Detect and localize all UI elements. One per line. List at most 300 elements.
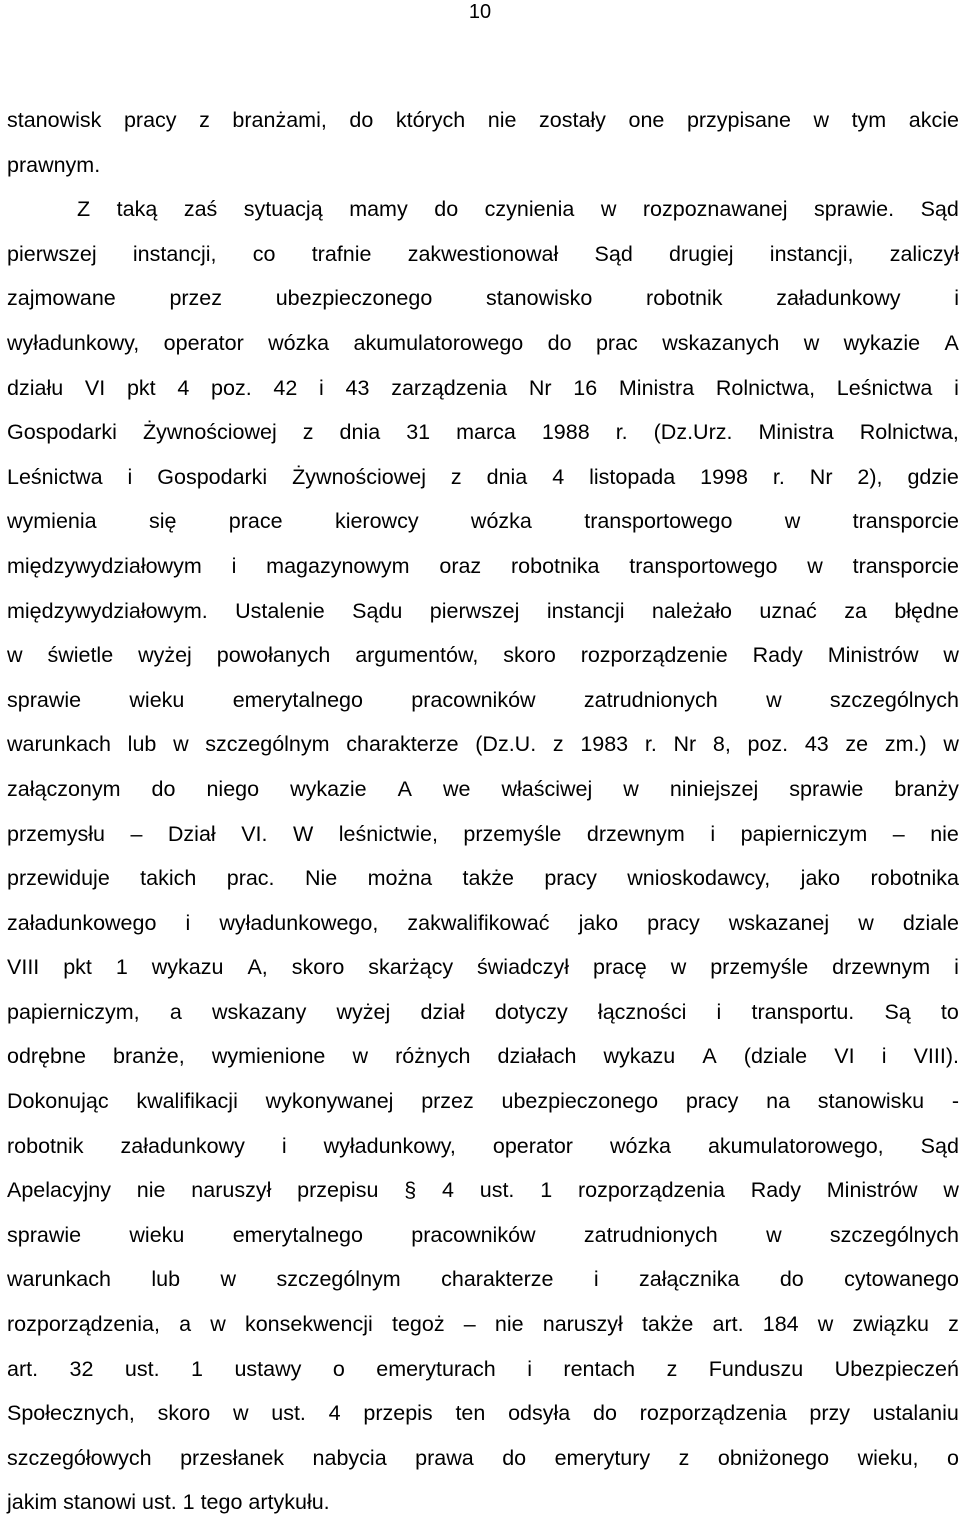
word: nie — [494, 1312, 524, 1337]
word: w — [803, 330, 820, 355]
word: Gospodarki — [7, 420, 117, 445]
word: prawa — [415, 1445, 474, 1470]
word: 4 — [441, 1178, 454, 1203]
word: – — [130, 821, 143, 846]
text-line — [7, 722, 959, 767]
word: zajmowane — [7, 286, 116, 311]
page-number: 10 — [468, 1, 492, 23]
word: wskazany — [211, 999, 307, 1024]
word: załadunkowy — [120, 1133, 245, 1158]
word: Ministra — [758, 420, 834, 445]
word: i — [231, 553, 237, 578]
word: zakwestionował — [407, 241, 559, 266]
word: skoro — [157, 1401, 211, 1426]
word: się — [148, 509, 177, 534]
word: Sąd — [594, 241, 633, 266]
word: i — [127, 464, 133, 489]
word: wykazie — [290, 776, 367, 801]
word: skoro — [291, 955, 345, 980]
word: 4 — [177, 375, 190, 400]
word: emerytalnego — [232, 1222, 363, 1247]
word: przewiduje — [7, 866, 110, 891]
word: wskazanej — [728, 910, 830, 935]
word: załadunkowy — [776, 286, 901, 311]
word: w — [807, 553, 823, 578]
word: Leśnictwa — [7, 464, 103, 489]
word: i — [954, 286, 959, 311]
word: w — [352, 1044, 369, 1069]
word: różnych — [395, 1044, 471, 1069]
word: pracy — [685, 1089, 739, 1114]
word: 1 — [115, 955, 128, 980]
word: należało — [651, 598, 733, 623]
word: przepis — [363, 1401, 433, 1426]
word: w — [220, 1267, 237, 1292]
word: rentach — [563, 1356, 636, 1381]
text-line: prawnym. — [7, 152, 101, 177]
word: 31 — [406, 420, 431, 445]
word: pkt — [126, 375, 156, 400]
word: wózka — [268, 330, 330, 355]
word: leśnictwie, — [338, 821, 438, 846]
word: skoro — [503, 643, 556, 668]
word: transportowego — [629, 553, 778, 578]
word: ustawy — [234, 1356, 302, 1381]
word: rozpoznawanej — [642, 197, 788, 222]
word: i — [716, 999, 722, 1024]
word: zatrudnionych — [583, 687, 718, 712]
text-line — [7, 1347, 959, 1392]
word: Społecznych, — [7, 1401, 135, 1426]
text-line — [7, 410, 959, 455]
text-line — [7, 455, 959, 500]
word: jako — [800, 866, 841, 891]
word: nie — [930, 821, 959, 846]
text-line — [7, 232, 959, 277]
word: 1998 — [700, 464, 748, 489]
word: załadunkowego — [7, 910, 157, 935]
word: zarządzenia — [391, 375, 508, 400]
word: zostały — [539, 108, 606, 132]
word: i — [185, 910, 191, 935]
word: (Dz.Urz. — [653, 420, 733, 445]
text-line — [7, 1034, 959, 1079]
word: pracy — [544, 866, 597, 891]
text-line — [7, 633, 959, 678]
word: przez — [421, 1089, 474, 1114]
word: wyżej — [336, 999, 391, 1024]
text-line — [7, 321, 959, 366]
word: branżami, — [232, 108, 327, 132]
word: pierwszej — [7, 241, 97, 266]
word: pracy — [647, 910, 700, 935]
word: przemyśle — [463, 821, 562, 846]
word: powołanych — [216, 643, 331, 668]
word: lub — [151, 1267, 181, 1292]
word: wieku — [129, 687, 185, 712]
word: uznać — [759, 598, 817, 623]
text-line — [7, 1436, 959, 1481]
word: stanowisko — [486, 286, 593, 311]
word: to — [940, 999, 959, 1024]
word: – — [892, 821, 905, 846]
word: można — [367, 866, 433, 891]
word: sprawie — [7, 687, 82, 712]
word: Ustalenie — [235, 598, 325, 623]
word: zm.) — [884, 732, 927, 757]
word: 1988 — [541, 420, 590, 445]
word: sprawie — [789, 776, 864, 801]
word: one — [628, 108, 665, 132]
word: działach — [497, 1044, 577, 1069]
word: błędne — [894, 598, 959, 623]
word: r. — [772, 464, 785, 489]
word: A — [397, 776, 412, 801]
word: Nr — [809, 464, 833, 489]
text-line — [7, 276, 959, 321]
word: wymienia — [7, 509, 97, 534]
word: o — [332, 1356, 345, 1381]
word: kierowcy — [334, 509, 419, 534]
word: nie — [136, 1178, 166, 1203]
word: rozporządzenia — [577, 1178, 725, 1203]
word: 43 — [804, 732, 829, 757]
word: robotnik — [646, 286, 723, 311]
word: nabycia — [312, 1445, 387, 1470]
word: prac. — [226, 866, 275, 891]
word: i — [954, 955, 959, 980]
word: o — [947, 1445, 959, 1470]
word: rozporządzenia, — [7, 1312, 160, 1337]
word: w — [766, 687, 782, 712]
word: poz. — [747, 732, 789, 757]
word: Leśnictwa — [836, 375, 933, 400]
word: związku — [852, 1312, 929, 1337]
word: - — [951, 1089, 959, 1114]
word: międzywydziałowym. — [7, 598, 208, 623]
word: z — [948, 1312, 959, 1337]
word: robotnika — [870, 866, 959, 891]
word: Dział — [167, 821, 216, 846]
word: § — [404, 1178, 417, 1203]
word: gdzie — [907, 464, 959, 489]
word: zatrudnionych — [583, 1222, 718, 1247]
word: VI — [84, 375, 106, 400]
word: jako — [578, 910, 619, 935]
word: drzewnym — [586, 821, 685, 846]
word: A — [944, 330, 959, 355]
word: instancji, — [132, 241, 217, 266]
word: VIII — [7, 955, 40, 980]
text-line — [7, 544, 959, 589]
word: Sąd — [920, 197, 959, 222]
word: w — [817, 1312, 834, 1337]
word: niego — [206, 776, 260, 801]
word: dotyczy — [494, 999, 568, 1024]
word: lub — [127, 732, 157, 757]
word: 1 — [191, 1356, 203, 1381]
word: wyładunkowy, — [323, 1133, 456, 1158]
word: w — [943, 732, 959, 757]
word: akumulatorowego, — [707, 1133, 884, 1158]
word: charakterze — [441, 1267, 554, 1292]
word: co — [252, 241, 276, 266]
word: wykazu — [603, 1044, 676, 1069]
word: załączonym — [7, 776, 121, 801]
word: tym — [851, 108, 887, 132]
word: transporcie — [852, 509, 959, 534]
text-line — [7, 499, 959, 544]
word: operator — [163, 330, 244, 355]
word: papierniczym, — [7, 999, 140, 1024]
word: zakwalifikować — [407, 910, 550, 935]
word: 1 — [540, 1178, 553, 1203]
word: także — [462, 866, 514, 891]
word: warunkach — [7, 1267, 111, 1292]
word: przemyśle — [710, 955, 809, 980]
word: do — [151, 776, 176, 801]
word: szczególnych — [829, 1222, 959, 1247]
word: wykonywanej — [265, 1089, 394, 1114]
word: stanowisk — [7, 108, 102, 132]
word: za — [844, 598, 867, 623]
word: wózka — [470, 509, 532, 534]
word: do — [779, 1267, 804, 1292]
word: których — [395, 108, 466, 132]
word: r. — [615, 420, 628, 445]
word: charakterze — [346, 732, 459, 757]
word: do — [349, 108, 374, 132]
word: Sądu — [352, 598, 403, 623]
word: sprawie — [7, 1222, 82, 1247]
text-line — [7, 767, 959, 812]
word: warunkach — [7, 732, 111, 757]
word: ust. — [271, 1401, 306, 1426]
word: emeryturach — [376, 1356, 496, 1381]
document-body — [7, 98, 959, 1525]
word: z — [450, 464, 462, 489]
word: naruszył — [542, 1312, 623, 1337]
word: Z — [77, 197, 91, 222]
word: marca — [456, 420, 516, 445]
word: skarżący — [368, 955, 454, 980]
word: A — [702, 1044, 717, 1069]
word: W — [292, 821, 314, 846]
word: Nr — [673, 732, 697, 757]
word: w — [766, 1222, 782, 1247]
word: do — [502, 1445, 527, 1470]
word: pracowników — [411, 687, 536, 712]
word: Nr — [528, 375, 552, 400]
word: instancji, — [769, 241, 854, 266]
word: przepisu — [297, 1178, 379, 1203]
word: i — [319, 375, 324, 400]
word: pracowników — [411, 1222, 536, 1247]
word: w — [943, 643, 959, 668]
word: wyładunkowy, — [7, 330, 140, 355]
word: Są — [884, 999, 911, 1024]
text-line — [7, 1391, 959, 1436]
word: dnia — [486, 464, 528, 489]
word: i — [954, 375, 959, 400]
word: w — [232, 1401, 249, 1426]
word: naruszył — [191, 1178, 272, 1203]
text-line — [7, 901, 959, 946]
word: rozporządzenia — [639, 1401, 787, 1426]
word: 2), — [857, 464, 883, 489]
word: wskazanych — [662, 330, 780, 355]
word: taką — [116, 197, 158, 222]
word: Sąd — [920, 1133, 959, 1158]
word: tegoż — [391, 1312, 445, 1337]
word: wyładunkowego, — [219, 910, 379, 935]
text-line — [7, 856, 959, 901]
text-line — [7, 1079, 959, 1124]
word: Ubezpieczeń — [834, 1356, 959, 1381]
word: zaliczył — [889, 241, 959, 266]
text-line — [7, 187, 959, 232]
word: ubezpieczonego — [275, 286, 433, 311]
word: papierniczym — [740, 821, 868, 846]
word: w — [7, 643, 23, 668]
word: ubezpieczonego — [501, 1089, 659, 1114]
word: magazynowym — [266, 553, 410, 578]
word: w — [210, 1312, 226, 1337]
word: mamy — [349, 197, 408, 222]
word: na — [766, 1089, 791, 1114]
word: listopada — [589, 464, 676, 489]
word: Ministrów — [826, 1178, 918, 1203]
word: branże, — [113, 1044, 185, 1069]
text-line — [7, 812, 959, 857]
word: z — [199, 108, 210, 132]
word: transportowego — [584, 509, 733, 534]
text-line — [7, 589, 959, 634]
word: międzywydziałowym — [7, 553, 202, 578]
word: pkt — [63, 955, 92, 980]
word: do — [434, 197, 459, 222]
word: odrębne — [7, 1044, 86, 1069]
word: VI — [834, 1044, 855, 1069]
word: świadczył — [477, 955, 570, 980]
word: załącznika — [639, 1267, 740, 1292]
word: VIII). — [913, 1044, 959, 1069]
word: łączności — [597, 999, 687, 1024]
word: art. — [7, 1356, 39, 1381]
word: zaś — [183, 197, 218, 222]
word: w — [943, 1178, 959, 1203]
word: szczegółowych — [7, 1445, 152, 1470]
word: przez — [169, 286, 223, 311]
word: instancji — [546, 598, 625, 623]
word: dziale — [902, 910, 959, 935]
word: sytuacją — [243, 197, 323, 222]
word: wieku, — [857, 1445, 919, 1470]
word: operator — [492, 1133, 573, 1158]
word: pierwszej — [429, 598, 520, 623]
word: wymienione — [211, 1044, 326, 1069]
word: wykazu — [151, 955, 224, 980]
word: Rolnictwa, — [859, 420, 959, 445]
word: Ministra — [618, 375, 695, 400]
word: z — [552, 732, 564, 757]
word: także — [641, 1312, 694, 1337]
word: we — [442, 776, 471, 801]
word: dział — [420, 999, 465, 1024]
text-line — [7, 1168, 959, 1213]
word: rozporządzenie — [580, 643, 728, 668]
word: akcie — [908, 108, 959, 132]
word: transportu. — [751, 999, 855, 1024]
word: niniejszej — [669, 776, 759, 801]
word: konsekwencji — [244, 1312, 373, 1337]
word: wyżej — [138, 643, 192, 668]
word: obniżonego — [717, 1445, 830, 1470]
word: Ministrów — [827, 643, 919, 668]
word: z — [678, 1445, 690, 1470]
word: szczególnych — [829, 687, 959, 712]
text-line — [7, 678, 959, 723]
word: do — [592, 1401, 617, 1426]
word: Nie — [304, 866, 338, 891]
word: wieku — [129, 1222, 185, 1247]
word: Apelacyjny — [7, 1178, 111, 1203]
word: (dziale — [743, 1044, 808, 1069]
word: wykazie — [843, 330, 921, 355]
word: robotnika — [511, 553, 600, 578]
text-line — [7, 990, 959, 1035]
word: trafnie — [311, 241, 372, 266]
word: w — [784, 509, 801, 534]
word: i — [281, 1133, 287, 1158]
word: 16 — [573, 375, 598, 400]
word: Rady — [752, 643, 803, 668]
word: świetle — [47, 643, 114, 668]
word: sprawie. — [814, 197, 895, 222]
word: drzewnym — [832, 955, 931, 980]
word: 4 — [552, 464, 565, 489]
word: (Dz.U. — [475, 732, 537, 757]
word: przypisane — [686, 108, 791, 132]
word: działu — [7, 375, 64, 400]
word: 4 — [328, 1401, 341, 1426]
word: z — [302, 420, 314, 445]
word: transporcie — [852, 553, 959, 578]
word: – — [463, 1312, 476, 1337]
word: z — [666, 1356, 678, 1381]
word: nie — [487, 108, 517, 132]
word: Rady — [750, 1178, 801, 1203]
word: ustalaniu — [872, 1401, 959, 1426]
word: Rolnictwa, — [715, 375, 816, 400]
word: 8, — [712, 732, 731, 757]
text-line: jakim stanowi ust. 1 tego artykułu. — [7, 1490, 330, 1515]
word: przy — [809, 1401, 851, 1426]
word: Żywnościowej — [292, 464, 426, 489]
word: takich — [140, 866, 197, 891]
word: dnia — [339, 420, 381, 445]
word: stanowisku — [817, 1089, 925, 1114]
word: cytowanego — [844, 1267, 959, 1292]
word: właściwej — [501, 776, 593, 801]
text-line — [7, 1213, 959, 1258]
word: wózka — [610, 1133, 671, 1158]
word: przesłanek — [180, 1445, 285, 1470]
word: ust. — [124, 1356, 160, 1381]
word: pracę — [592, 955, 647, 980]
word: art. — [712, 1312, 744, 1337]
word: i — [527, 1356, 532, 1381]
